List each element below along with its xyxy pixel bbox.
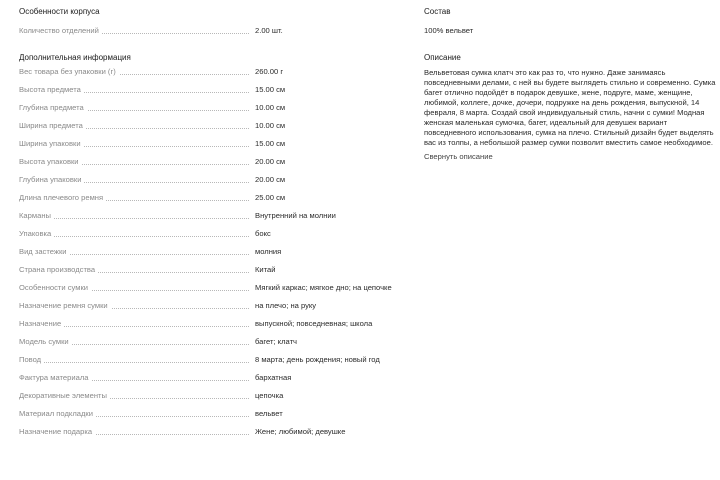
spec-value: 260.00 г <box>255 67 284 76</box>
spec-value: 20.00 см <box>255 157 286 166</box>
spec-value: 25.00 см <box>255 193 286 202</box>
spec-row <box>19 301 399 311</box>
spec-label: Вид застежки <box>19 247 255 257</box>
spec-row <box>19 229 399 239</box>
composition-title: Состав <box>424 7 451 16</box>
spec-label: Назначение подарка <box>19 427 255 437</box>
spec-row <box>19 139 399 149</box>
description-title: Описание <box>424 53 461 62</box>
spec-row <box>19 427 399 437</box>
spec-row <box>19 319 399 329</box>
description-column <box>424 6 718 162</box>
spec-label: Назначение <box>19 319 255 329</box>
spec-label: Упаковка <box>19 229 255 239</box>
collapse-description-link[interactable]: Свернуть описание <box>424 152 493 161</box>
spec-value: 20.00 см <box>255 175 286 184</box>
spec-value: выпускной; повседневная; школа <box>255 319 373 328</box>
spec-row <box>19 26 399 36</box>
spec-label: Декоративные элементы <box>19 391 255 401</box>
spec-label: Вес товара без упаковки (г) <box>19 67 255 77</box>
spec-label: Карманы <box>19 211 255 221</box>
spec-row <box>19 67 399 77</box>
spec-value: на плечо; на руку <box>255 301 317 310</box>
spec-value: багет; клатч <box>255 337 297 346</box>
spec-value: 10.00 см <box>255 121 286 130</box>
spec-label: Особенности сумки <box>19 283 255 293</box>
info-rows-list <box>19 67 399 437</box>
spec-value: молния <box>255 247 282 256</box>
specs-column <box>19 6 399 445</box>
spec-row <box>19 373 399 383</box>
spec-value: Мягкий каркас; мягкое дно; на цепочке <box>255 283 392 292</box>
spec-value: Внутренний на молнии <box>255 211 336 220</box>
description-text: Вельветовая сумка клатч это как раз то, что нужно. Даже занимаясь повседневными делами, с ней вы будете выглядеть стильно и современно. Сумка багет отлично подойдёт в подарок девушке, жене, подруге, маме, женщине, любимой, коллеге, дочке, дочери, подружке на день рождения, выпускной, 14 февраля, 8 марта. Создай свой индивидуальный стиль, начни с сумки! Модная женская маленькая сумочка, багет, идеальный для девушек вариант повседневного использования, сумка на плечо. Стильный дизайн будет выделять вас из толпы, а небольшой размер сумки позволит вместить самое необходимое. <box>424 68 716 147</box>
spec-row <box>19 211 399 221</box>
spec-row <box>19 283 399 293</box>
spec-row <box>19 409 399 419</box>
spec-value: вельвет <box>255 409 283 418</box>
spec-label: Глубина предмета <box>19 103 255 113</box>
spec-value: 8 марта; день рождения; новый год <box>255 355 380 364</box>
spec-value: бархатная <box>255 373 292 382</box>
spec-label: Ширина предмета <box>19 121 255 131</box>
spec-row <box>19 247 399 257</box>
spec-value: 2.00 шт. <box>255 26 283 35</box>
spec-label: Повод <box>19 355 255 365</box>
spec-value: Жене; любимой; девушке <box>255 427 346 436</box>
spec-value: бокс <box>255 229 271 238</box>
spec-label: Высота предмета <box>19 85 255 95</box>
spec-value: цепочка <box>255 391 284 400</box>
spec-label: Страна производства <box>19 265 255 275</box>
spec-row <box>19 103 399 113</box>
spec-value: Китай <box>255 265 276 274</box>
spec-row <box>19 355 399 365</box>
spec-row <box>19 337 399 347</box>
composition-value: 100% вельвет <box>424 26 474 35</box>
spec-label: Количество отделений <box>19 26 255 36</box>
spec-row <box>19 265 399 275</box>
spec-row <box>19 121 399 131</box>
spec-label: Высота упаковки <box>19 157 255 167</box>
spec-row <box>19 391 399 401</box>
spec-label: Глубина упаковки <box>19 175 255 185</box>
spec-row <box>19 175 399 185</box>
spec-value: 10.00 см <box>255 103 286 112</box>
spec-label: Фактура материала <box>19 373 255 383</box>
korpus-section-title: Особенности корпуса <box>19 7 100 16</box>
info-section-title: Дополнительная информация <box>19 53 131 62</box>
spec-label: Модель сумки <box>19 337 255 347</box>
spec-value: 15.00 см <box>255 139 286 148</box>
spec-value: 15.00 см <box>255 85 286 94</box>
spec-row <box>19 157 399 167</box>
spec-label: Ширина упаковки <box>19 139 255 149</box>
spec-label: Назначение ремня сумки <box>19 301 255 311</box>
spec-label: Материал подкладки <box>19 409 255 419</box>
spec-label: Длина плечевого ремня <box>19 193 255 203</box>
spec-row <box>19 193 399 203</box>
spec-row <box>19 85 399 95</box>
